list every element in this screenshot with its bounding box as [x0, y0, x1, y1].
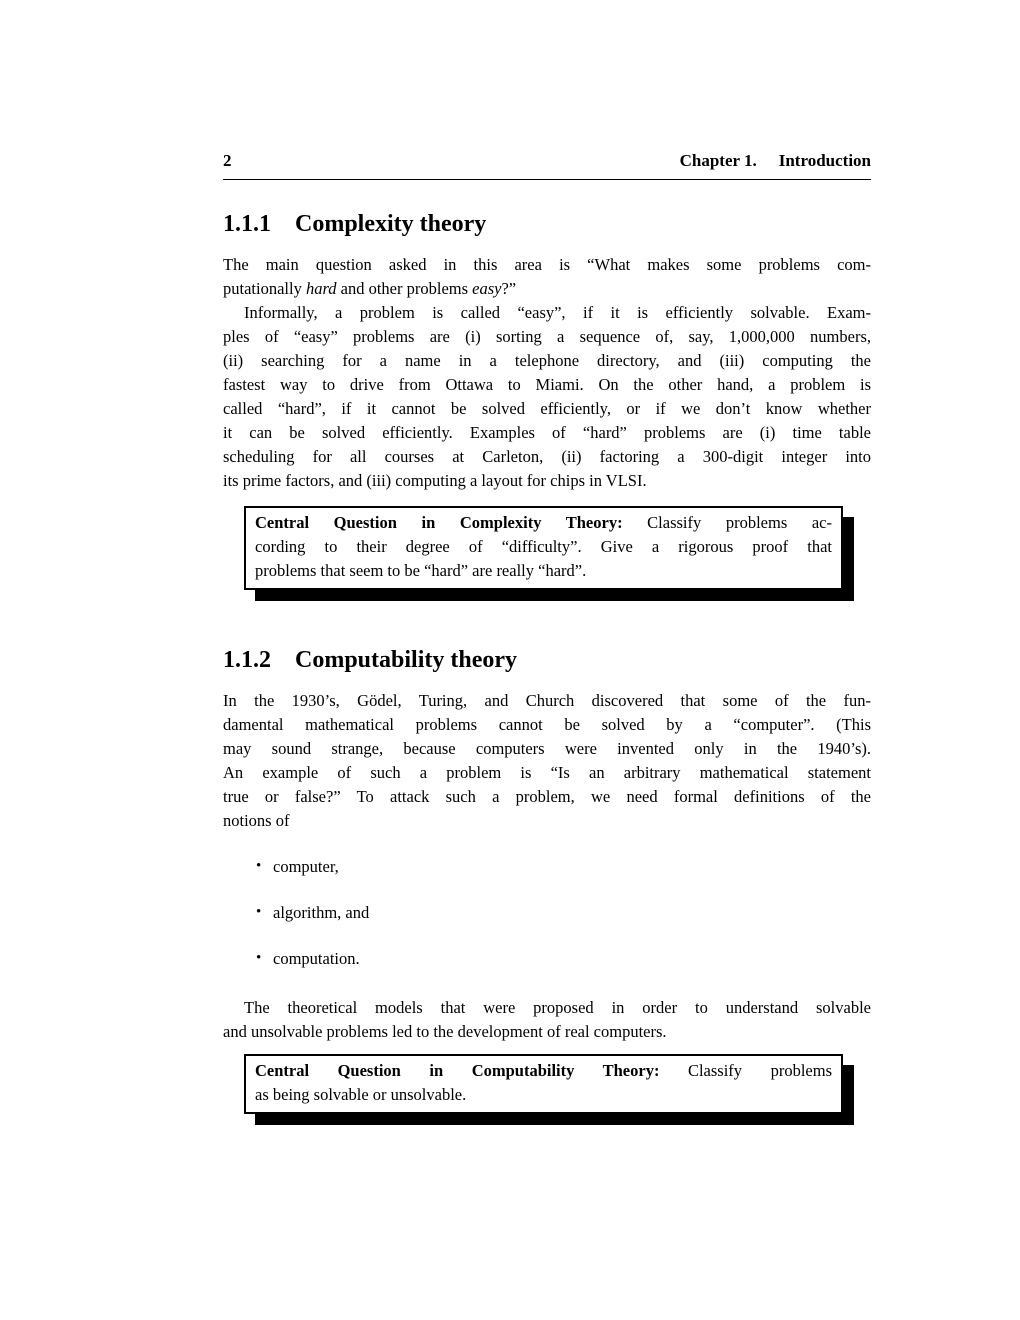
section-heading-computability	[223, 646, 871, 674]
text-line: damental mathematical problems cannot be solved by a “computer”. (This	[223, 715, 871, 734]
text-line: In the 1930’s, Gödel, Turing, and Church discovered that some of the fun-	[223, 691, 871, 710]
text-line: fastest way to drive from Ottawa to Miami. On the other hand, a problem is	[223, 375, 871, 394]
paragraph-theoretical-models	[223, 996, 871, 1044]
section-heading-complexity	[223, 210, 871, 238]
text-line: The main question asked in this area is “What makes some problems com-	[223, 255, 871, 274]
paragraph-complexity-intro	[223, 253, 871, 301]
central-question-box-computability	[244, 1054, 843, 1114]
text-line: An example of such a problem is “Is an arbitrary mathematical statement	[223, 763, 871, 782]
list-item-label: computation.	[273, 949, 360, 968]
text-line: its prime factors, and (iii) computing a layout for chips in VLSI.	[223, 471, 647, 490]
text-line: true or false?” To attack such a problem, we need formal definitions of the	[223, 787, 871, 806]
running-header	[223, 150, 871, 180]
text-line: notions of	[223, 811, 290, 830]
list-item	[256, 855, 871, 879]
text-line: ples of “easy” problems are (i) sorting a sequence of, say, 1,000,000 numbers,	[223, 327, 871, 346]
section-number: 1.1.1	[223, 211, 271, 237]
text-line: problems that seem to be “hard” are really “hard”.	[255, 561, 587, 580]
chapter-label: Chapter 1.	[679, 151, 757, 170]
text-line: The theoretical models that were proposed in order to understand solvable	[244, 998, 871, 1017]
list-item	[256, 901, 871, 925]
list-item	[256, 947, 871, 971]
text-line: cording to their degree of “difficulty”. Give a rigorous proof that	[255, 537, 832, 556]
page-number: 2	[223, 151, 232, 170]
text-line: as being solvable or unsolvable.	[255, 1085, 467, 1104]
bullet-icon: •	[256, 858, 262, 874]
list-item-label: algorithm, and	[273, 903, 370, 922]
paragraph-complexity-examples	[223, 301, 871, 493]
text-line: Central Question in Computability Theory: Classify problems	[255, 1061, 832, 1080]
chapter-header	[680, 150, 871, 172]
text-line: it can be solved efficiently. Examples of “hard” problems are (i) time table	[223, 423, 871, 442]
page-content	[223, 150, 871, 1114]
bullet-icon: •	[256, 904, 262, 920]
text-line: called “hard”, if it cannot be solved efficiently, or if we don’t know whether	[223, 399, 871, 418]
text-line: scheduling for all courses at Carleton, (ii) factoring a 300-digit integer into	[223, 447, 871, 466]
list-item-label: computer,	[273, 857, 339, 876]
text-line: Central Question in Complexity Theory: Classify problems ac-	[255, 513, 832, 532]
text-line: putationally hard and other problems easy?”	[223, 279, 517, 298]
paragraph-computability-intro	[223, 689, 871, 833]
section-title: Complexity theory	[295, 211, 487, 237]
central-question-box-complexity	[244, 506, 843, 590]
bullet-list	[256, 855, 871, 971]
chapter-title: Introduction	[778, 151, 871, 170]
bullet-icon: •	[256, 950, 262, 966]
section-title: Computability theory	[295, 647, 517, 673]
section-number: 1.1.2	[223, 647, 271, 673]
text-line: may sound strange, because computers were invented only in the 1940’s).	[223, 739, 871, 758]
text-line: and unsolvable problems led to the development of real computers.	[223, 1022, 667, 1041]
text-line: (ii) searching for a name in a telephone directory, and (iii) computing the	[223, 351, 871, 370]
text-line: Informally, a problem is called “easy”, if it is efficiently solvable. Exam-	[244, 303, 871, 322]
